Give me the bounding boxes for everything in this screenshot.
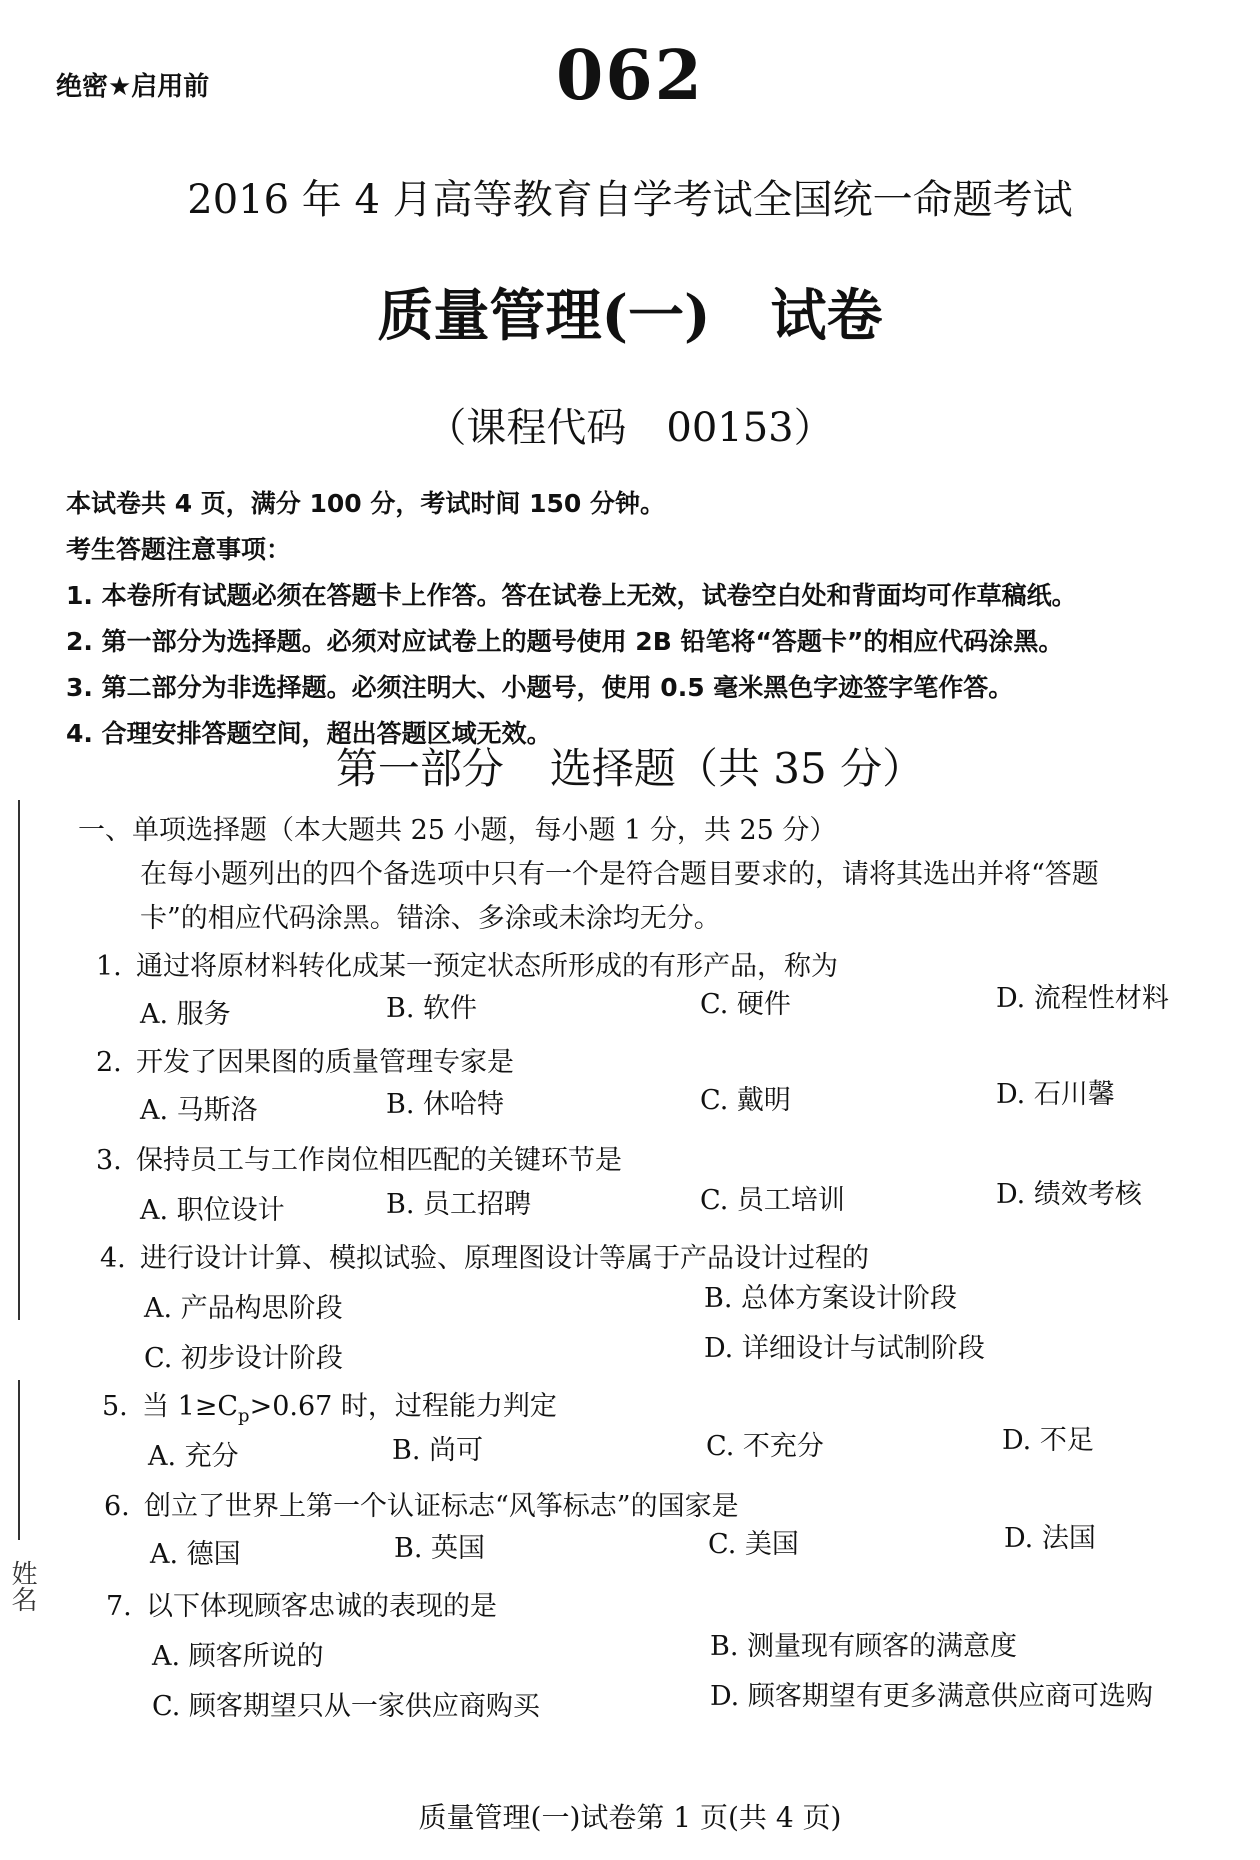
paper-code: 062 xyxy=(556,36,704,116)
confidential-label: 绝密★启用前 xyxy=(56,72,210,102)
notes-title: 考生答题注意事项： xyxy=(66,535,292,564)
question-text: 开发了因果图的质量管理专家是 xyxy=(136,1047,514,1078)
note-item: 4. 合理安排答题空间，超出答题区域无效。 xyxy=(66,719,552,748)
course-label: （课程代码 xyxy=(426,405,627,451)
option-b: B. 尚可 xyxy=(392,1435,484,1466)
question-4: 4. 进行设计计算、模拟试验、原理图设计等属于产品设计过程的 xyxy=(100,1243,869,1274)
part-title-left: 第一部分 xyxy=(335,744,504,793)
option-b: B. 休哈特 xyxy=(386,1089,505,1120)
question-text: 以下体现顾客忠诚的表现的是 xyxy=(146,1591,497,1622)
part-title-right: 选择题（共 35 分） xyxy=(549,744,925,793)
option-d: D. 石川馨 xyxy=(996,1079,1115,1110)
question-6: 6. 创立了世界上第一个认证标志“风筝标志”的国家是 xyxy=(104,1491,739,1522)
subject-title xyxy=(0,272,1260,352)
option-b: B. 测量现有顾客的满意度 xyxy=(710,1631,1018,1662)
option-d: D. 详细设计与试制阶段 xyxy=(704,1333,985,1364)
binding-line-lower xyxy=(18,1380,20,1540)
option-c: C. 不充分 xyxy=(706,1431,824,1462)
option-c: C. 初步设计阶段 xyxy=(144,1343,343,1374)
question-text: 创立了世界上第一个认证标志“风筝标志”的国家是 xyxy=(144,1491,739,1522)
option-c: C. 硬件 xyxy=(700,989,791,1020)
option-b: B. 总体方案设计阶段 xyxy=(704,1283,958,1314)
subject-name: 质量管理(一) xyxy=(377,283,711,349)
option-a: A. 充分 xyxy=(148,1441,239,1472)
exam-title: 2016 年 4 月高等教育自学考试全国统一命题考试 xyxy=(187,177,1073,223)
option-c: C. 员工培训 xyxy=(700,1185,845,1216)
option-c: C. 美国 xyxy=(708,1529,799,1560)
binding-line-upper xyxy=(18,800,20,1320)
question-2: 2. 开发了因果图的质量管理专家是 xyxy=(96,1047,514,1078)
option-d: D. 不足 xyxy=(1002,1425,1094,1456)
question-text-pre: 当 1≥C xyxy=(142,1391,239,1422)
question-text-post: >0.67 时，过程能力判定 xyxy=(249,1391,557,1422)
side-name-label: 姓名 xyxy=(7,1560,37,1612)
option-b: B. 员工招聘 xyxy=(386,1189,532,1220)
question-3: 3. 保持员工与工作岗位相匹配的关键环节是 xyxy=(96,1145,622,1176)
note-item: 1. 本卷所有试题必须在答题卡上作答。答在试卷上无效，试卷空白处和背面均可作草稿纸。 xyxy=(66,581,1077,610)
section-instructions-1: 在每小题列出的四个备选项中只有一个是符合题目要求的，请将其选出并将“答题 xyxy=(140,859,1099,890)
option-d: D. 绩效考核 xyxy=(996,1179,1142,1210)
option-c: C. 戴明 xyxy=(700,1085,791,1116)
question-1: 1. 通过将原材料转化成某一预定状态所形成的有形产品，称为 xyxy=(96,951,838,982)
option-a: A. 职位设计 xyxy=(140,1195,285,1226)
question-text: 通过将原材料转化成某一预定状态所形成的有形产品，称为 xyxy=(136,951,838,982)
option-a: A. 马斯洛 xyxy=(140,1095,258,1126)
question-text: 进行设计计算、模拟试验、原理图设计等属于产品设计过程的 xyxy=(140,1243,869,1274)
subject-suffix: 试卷 xyxy=(770,283,883,349)
course-code-line xyxy=(0,396,1260,453)
option-d: D. 流程性材料 xyxy=(996,983,1169,1014)
question-7: 7. 以下体现顾客忠诚的表现的是 xyxy=(106,1591,497,1622)
option-a: A. 德国 xyxy=(150,1539,241,1570)
option-b: B. 英国 xyxy=(394,1533,486,1564)
option-a: A. 顾客所说的 xyxy=(152,1641,324,1672)
section-instructions-2: 卡”的相应代码涂黑。错涂、多涂或未涂均无分。 xyxy=(140,903,721,934)
course-code: 00153） xyxy=(666,405,834,451)
option-d: D. 顾客期望有更多满意供应商可选购 xyxy=(710,1681,1153,1712)
note-item: 2. 第一部分为选择题。必须对应试卷上的题号使用 2B 铅笔将“答题卡”的相应代码涂黑。 xyxy=(66,627,1064,656)
option-a: A. 服务 xyxy=(140,999,231,1030)
option-c: C. 顾客期望只从一家供应商购买 xyxy=(152,1691,540,1722)
section-title: 一、单项选择题（本大题共 25 小题，每小题 1 分，共 25 分） xyxy=(78,815,837,846)
paper-summary: 本试卷共 4 页，满分 100 分，考试时间 150 分钟。 xyxy=(66,489,665,518)
option-a: A. 产品构思阶段 xyxy=(144,1293,343,1324)
question-5: 5. 当 $1\ge C_p>0.67$ 时，过程能力判定 xyxy=(102,1391,557,1427)
question-text: 保持员工与工作岗位相匹配的关键环节是 xyxy=(136,1145,622,1176)
option-d: D. 法国 xyxy=(1004,1523,1096,1554)
page-footer: 质量管理(一)试卷第 1 页(共 4 页) xyxy=(418,1801,842,1834)
option-b: B. 软件 xyxy=(386,993,478,1024)
question-text-sub: p xyxy=(238,1405,250,1427)
part-title xyxy=(0,736,1260,796)
note-item: 3. 第二部分为非选择题。必须注明大、小题号，使用 0.5 毫米黑色字迹签字笔作答。 xyxy=(66,673,1014,702)
